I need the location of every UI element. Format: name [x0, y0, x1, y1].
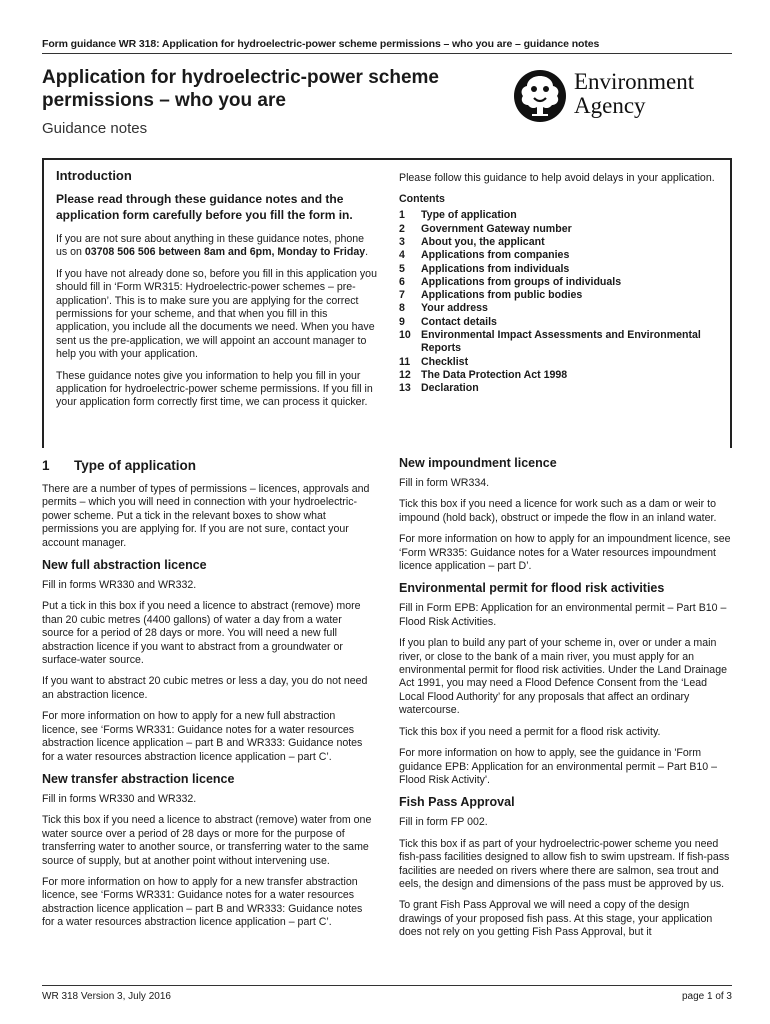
contents-item-number: 11	[399, 355, 411, 368]
contents-item-number: 5	[399, 262, 405, 275]
contents-label: Contents	[399, 193, 445, 206]
phone-number-hours: 03708 506 506 between 8am and 6pm, Monday to Friday	[84, 246, 366, 259]
contents-item-number: 9	[399, 315, 405, 328]
contents-item-number: 6	[399, 275, 405, 288]
contents-item	[399, 249, 719, 262]
flood-risk-forms: Fill in Form EPB: Application for an environmental permit – Part B10 – Flood Risk Activities.	[399, 602, 727, 628]
transfer-abstraction-heading: New transfer abstraction licence	[42, 771, 235, 786]
flood-risk-paragraph: Tick this box if you need a permit for a flood risk activity.	[399, 725, 661, 738]
introduction-heading: Introduction	[56, 168, 132, 183]
contents-item-label: Environmental Impact Assessments and Environmental Reports	[421, 329, 701, 355]
flood-risk-paragraph: If you plan to build any part of your scheme in, over or under a main river, or close to the bank of a main river, you must apply for an environmental permit for flood risk activities. Under the Land Drainage Act 1991, you may need a Flood Defence Consent from the ‘Lead Local Flood Authority’ for any proposals that affect an ordinary watercourse.	[399, 637, 727, 717]
fish-pass-forms: Fill in form FP 002.	[399, 816, 488, 829]
contents-item	[399, 236, 719, 249]
contents-item-label: Your address	[421, 302, 488, 315]
impoundment-forms: Fill in form WR334.	[399, 477, 490, 489]
contents-item-number: 13	[399, 382, 411, 395]
transfer-abstraction-paragraph: For more information on how to apply for a new transfer abstraction licence, see ‘Forms WR331: Guidance notes for a water resources abstraction licence application – part B and WR333: Guidance notes for a water resources abstraction licence application – part C’.	[42, 875, 363, 929]
fish-pass-paragraph: To grant Fish Pass Approval we will need a copy of the design drawings of your proposed fish pass. At this stage, your application does not rely on you getting Fish Pass Approval, but it	[399, 899, 713, 939]
header-divider	[42, 53, 732, 54]
contents-item-label: Applications from groups of individuals	[421, 275, 622, 288]
contents-item-number: 3	[399, 236, 405, 248]
flood-risk-paragraph: For more information on how to apply, see the guidance in 'Form guidance EPB: Application for an environmental permit – Part B10 – Flood Risk Activity'.	[399, 747, 717, 786]
introduction-paragraph-3: These guidance notes give you information to help you fill in your application for hydroelectric-power scheme permissions. If you fill in your application form correctly first time, we can process it quicker.	[56, 369, 373, 409]
contents-item-label: Type of application	[421, 209, 517, 222]
contents-item-number: 8	[399, 302, 405, 315]
impoundment-paragraph: Tick this box if you need a licence for work such as a dam or weir to impound (hold back), obstruct or impede the flow in an inland water.	[399, 498, 717, 524]
flood-risk-heading: Environmental permit for flood risk activities	[399, 581, 665, 596]
section-1-heading	[42, 458, 374, 473]
contents-item	[399, 316, 719, 329]
full-abstraction-forms: Fill in forms WR330 and WR332.	[42, 579, 197, 592]
contents-item-label: Checklist	[421, 355, 469, 368]
contents-item-label: About you, the applicant	[421, 236, 545, 248]
page-title: Application for hydroelectric-power scheme permissions – who you are	[42, 67, 439, 111]
section-1-left-column	[42, 458, 374, 938]
full-abstraction-paragraph: For more information on how to apply for a new full abstraction licence, see ‘Forms WR331: Guidance notes for a water resources abstraction licence application – part B and WR333: Guidance notes for a water resources abstraction licence application – part C’.	[42, 710, 363, 763]
contents-item	[399, 356, 719, 369]
oak-tree-emblem-icon	[512, 68, 568, 124]
running-header: Form guidance WR 318: Application for hydroelectric-power scheme permissions – who you are – guidance notes	[42, 38, 600, 50]
section-number: 1	[42, 458, 50, 473]
fish-pass-paragraph: Tick this box if as part of your hydroelectric-power scheme you need fish-pass facilities designed to allow fish to swim upstream. If fish-pass facilities are needed on rivers where there are salmon, sea trout and eels, the design and dimensions of the pass must be approved by us.	[399, 837, 730, 890]
impoundment-paragraph: For more information on how to apply for an impoundment licence, see ‘Form WR335: Guidance notes for a Water resources impoundment licence application – part D’.	[399, 533, 731, 573]
footer-divider	[42, 985, 732, 986]
contents-item-label: Applications from public bodies	[421, 289, 583, 302]
contents-item-number: 12	[399, 368, 411, 381]
logo-line-1: Environment	[574, 69, 695, 94]
contents-item	[399, 369, 719, 382]
introduction-right-column	[399, 172, 719, 396]
full-abstraction-paragraph: Put a tick in this box if you need a licence to abstract (remove) more than 20 cubic metres (4400 gallons) of water a day from a water source for a period of 28 days or more. You will need a new full abstraction licence if you want to abstract from a groundwater or surface-water source.	[42, 600, 361, 667]
contents-item-label: Government Gateway number	[421, 222, 572, 235]
environment-agency-logo	[512, 68, 732, 126]
contents-item-label: Applications from individuals	[421, 262, 570, 275]
impoundment-heading: New impoundment licence	[399, 456, 557, 470]
contents-item	[399, 329, 719, 356]
contents-item	[399, 382, 719, 395]
contents-item-number: 4	[399, 249, 405, 262]
footer-version: WR 318 Version 3, July 2016	[42, 991, 171, 1002]
contents-item	[399, 289, 719, 302]
introduction-lead: Please read through these guidance notes and the application form carefully before you fill the form in.	[56, 192, 353, 222]
fish-pass-heading: Fish Pass Approval	[399, 795, 515, 810]
contents-item	[399, 276, 719, 289]
contents-item-number: 7	[399, 289, 405, 302]
logo-wordmark	[574, 70, 694, 118]
introduction-paragraph-2: If you have not already done so, before you fill in this application you should fill in ‘Form WR315: Hydroelectric-power schemes – pre-application’. This is to make sure you are applying for the correct permissions for your scheme, and that when you fill in this application, you include all the documents we need. When you have sent us the pre-application, we will appoint an account manager to help you with your application.	[56, 267, 377, 361]
contents-item-label: Declaration	[421, 382, 479, 395]
contents-item-number: 10	[399, 329, 411, 342]
introduction-left-column	[56, 168, 378, 418]
introduction-phone-paragraph	[56, 233, 378, 260]
contents-item-label: Applications from companies	[421, 249, 570, 262]
section-1-right-column	[399, 456, 732, 948]
logo-line-2: Agency	[574, 93, 646, 118]
section-title: Type of application	[74, 458, 197, 473]
contents-item	[399, 263, 719, 276]
page-subtitle: Guidance notes	[42, 120, 148, 137]
transfer-abstraction-paragraph: Tick this box if you need a licence to abstract (remove) water from one water source over a period of 28 days or more for the purpose of transferring water to another source, or transferring water to the same source of supply, but at another point without intervening use.	[42, 814, 372, 867]
contents-item-label: The Data Protection Act 1998	[421, 368, 568, 381]
guidance-note: Please follow this guidance to help avoid delays in your application.	[399, 172, 715, 184]
contents-item	[399, 223, 719, 236]
phone-text-pre: If you are not sure about anything in these guidance notes, phone us on	[56, 233, 365, 259]
contents-item	[399, 209, 719, 222]
transfer-abstraction-forms: Fill in forms WR330 and WR332.	[42, 792, 197, 805]
phone-text-post: .	[365, 246, 369, 259]
contents-list	[399, 209, 719, 395]
full-abstraction-paragraph: If you want to abstract 20 cubic metres or less a day, you do not need an abstraction licence.	[42, 675, 368, 701]
footer-page-number: page 1 of 3	[681, 991, 732, 1002]
full-abstraction-heading: New full abstraction licence	[42, 558, 207, 573]
contents-item-number: 1	[399, 209, 405, 222]
section-1-intro: There are a number of types of permissions – licences, approvals and permits – which you will need in connection with your hydroelectric-power scheme. Put a tick in the relevant boxes to show what permissions you are applying for. If you are not sure, contact your account manager.	[42, 483, 370, 549]
contents-item-label: Contact details	[421, 315, 497, 328]
contents-item	[399, 302, 719, 315]
contents-item-number: 2	[399, 222, 405, 235]
